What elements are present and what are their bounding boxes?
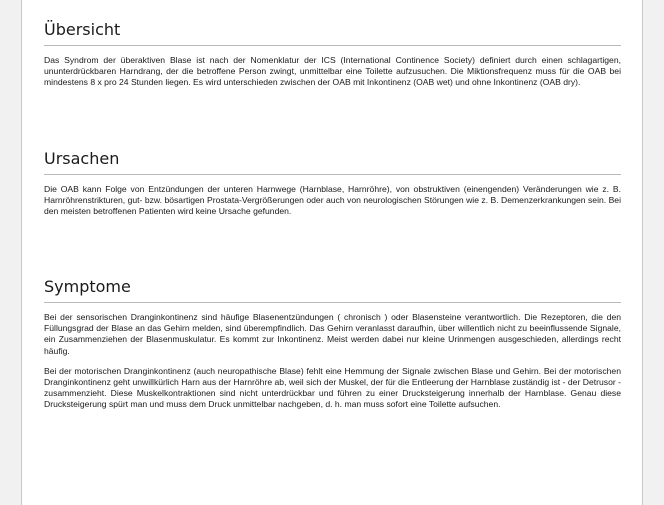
section-paragraph: Bei der motorischen Dranginkontinenz (auch neuropathische Blase) fehlt eine Hemmung der Signale zwischen Blase und Gehirn. Bei der motorischen Dranginkontinenz geht unwillkürlich Harn aus der Harnröhre ab, weil sich der Muskel, der für die Entleerung der Harnblase zuständig ist - der Detrusor - zusammenzieht. Diese Muskelkontraktionen sind nicht unterdrückbar und führen zu einer Drucksteigerung innerhalb der Harnblase. Genau diese Drucksteigerung spürt man und muss dem Druck unmittelbar nachgeben, d. h. man muss sofort eine Toilette aufsuchen. [44, 365, 621, 410]
section-paragraph: Die OAB kann Folge von Entzündungen der unteren Harnwege (Harnblase, Harnröhre), von obstruktiven (einengenden) Veränderungen wie z. B. Harnröhrenstrikturen, gut- bzw. bösartigen Prostata-Vergrößerungen oder auch von neurologischen Störungen wie z. B. Demenzerkrankungen sein. Bei den meisten betroffenen Patienten wird keine Ursache gefunden. [44, 184, 621, 217]
section-uebersicht [44, 19, 621, 89]
section-ursachen [44, 148, 621, 218]
section-paragraph: Das Syndrom der überaktiven Blase ist nach der Nomenklatur der ICS (International Continence Society) definiert durch einen schlagartigen, ununterdrückbaren Harndrang, der die betroffene Person zwingt, unmittelbar eine Toilette aufzusuchen. Die Miktionsfrequenz muss für die OAB bei mindestens 8 x pro 24 Stunden liegen. Es wird unterschieden zwischen der OAB mit Inkontinenz (OAB wet) und ohne Inkontinenz (OAB dry). [44, 55, 621, 88]
section-heading: Symptome [44, 276, 621, 303]
section-heading: Ursachen [44, 148, 621, 175]
section-heading: Übersicht [44, 19, 621, 46]
section-symptome [44, 276, 621, 411]
document-page [21, 0, 643, 505]
section-paragraph: Bei der sensorischen Dranginkontinenz sind häufige Blasenentzündungen ( chronisch ) oder Blasensteine verantwortlich. Die Rezeptoren, die den Füllungsgrad der Blase an das Gehirn melden, sind überempfindlich. Das Gehirn veranlasst daraufhin, über willentlich nicht zu beeinflussende Signale, ein Zusammenziehen der Blasenmuskulatur. Es kommt zur Inkontinenz. Meist werden dabei nur kleine Urinmengen ausgeschieden, allerdings recht häufig. [44, 312, 621, 356]
